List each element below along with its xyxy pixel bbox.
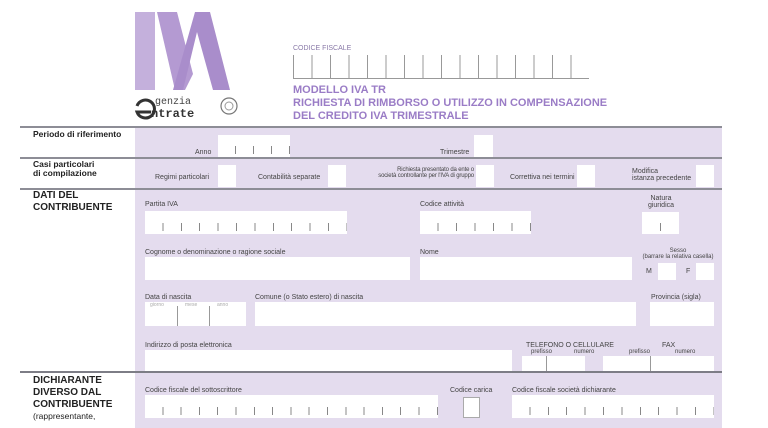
section-dichiarante-4: (rappresentante,: [33, 411, 96, 421]
divider: [20, 371, 722, 373]
anno-label: Anno: [195, 149, 212, 156]
svg-text:genzia: genzia: [155, 97, 192, 108]
trimestre-label: Trimestre: [440, 149, 470, 156]
codice-carica-input[interactable]: [463, 397, 480, 418]
section-dichiarante-3: CONTRIBUENTE: [33, 399, 113, 410]
section-dichiarante-2: DIVERSO DAL: [33, 387, 102, 398]
comune-input[interactable]: [255, 302, 636, 326]
section-casi-2: di compilazione: [33, 168, 97, 178]
fax-numero-label: numero: [675, 349, 696, 355]
email-input[interactable]: [145, 350, 512, 371]
nome-label: Nome: [420, 249, 439, 256]
m-label: M: [646, 268, 652, 275]
codice-attivita-input[interactable]: [420, 211, 531, 234]
provincia-input[interactable]: [650, 302, 714, 326]
richiesta-line2: società controllante per l'IVA di gruppo: [378, 173, 474, 180]
codice-carica-label: Codice carica: [450, 387, 493, 394]
telefono-label: TELEFONO O CELLULARE: [526, 342, 614, 349]
natura-giuridica-input[interactable]: [642, 212, 679, 234]
codice-fiscale-input[interactable]: [293, 55, 589, 79]
divider: [20, 188, 722, 190]
data-nascita-label: Data di nascita: [145, 294, 192, 301]
natura-line2: giuridica: [647, 202, 675, 210]
fax-prefisso-label: prefisso: [629, 349, 651, 355]
codice-attivita-label: Codice attività: [420, 201, 464, 208]
telefono-input[interactable]: [522, 356, 585, 371]
cognome-input[interactable]: [145, 257, 410, 280]
data-nascita-input[interactable]: [145, 302, 246, 326]
provincia-label: Provincia (sigla): [651, 294, 701, 301]
contabilita-label: Contabilità separate: [258, 174, 321, 181]
email-label: Indirizzo di posta elettronica: [145, 342, 232, 349]
form-title: MODELLO IVA TR: [293, 84, 386, 96]
regimi-label: Regimi particolari: [155, 174, 210, 181]
richiesta-label: [349, 167, 474, 180]
cf-societa-input[interactable]: [512, 395, 714, 418]
section-dichiarante: DICHIARANTE: [33, 375, 102, 386]
contabilita-input[interactable]: [328, 165, 346, 187]
divider: [20, 157, 722, 159]
cf-sottoscrittore-input[interactable]: [145, 395, 438, 418]
cf-societa-label: Codice fiscale società dichiarante: [512, 387, 616, 394]
telefono-prefisso-label: prefisso: [531, 349, 553, 355]
natura-line1: Natura: [650, 195, 672, 202]
iva-logo: [135, 12, 230, 90]
divider: [177, 306, 178, 326]
nome-input[interactable]: [420, 257, 632, 280]
natura-label: [640, 195, 682, 210]
sesso-m-checkbox[interactable]: [658, 263, 676, 280]
codice-fiscale-label: CODICE FISCALE: [293, 45, 352, 52]
cognome-label: Cognome o denominazione o ragione sociale: [145, 249, 286, 256]
giorno-label: giorno: [150, 302, 164, 308]
correttiva-label: Correttiva nei termini: [510, 174, 575, 181]
agenzia-entrate-logo: [133, 92, 238, 120]
modifica-line1: Modifica: [632, 168, 659, 175]
anno-input[interactable]: [218, 135, 290, 157]
cf-sottoscrittore-label: Codice fiscale del sottoscrittore: [145, 387, 242, 394]
sesso-f-checkbox[interactable]: [696, 263, 714, 280]
section-casi: Casi particolari: [33, 159, 95, 169]
comune-label: Comune (o Stato estero) di nascita: [255, 294, 364, 301]
correttiva-input[interactable]: [577, 165, 595, 187]
section-periodo: Periodo di riferimento: [33, 129, 122, 139]
section-contribuente: DATI DEL: [33, 190, 79, 201]
section-contribuente-2: CONTRIBUENTE: [33, 202, 113, 213]
divider: [209, 306, 210, 326]
divider: [20, 126, 722, 128]
sesso-hint: (barrare la relativa casella): [642, 254, 714, 261]
svg-text:ntrate: ntrate: [151, 107, 195, 120]
telefono-numero-label: numero: [574, 349, 595, 355]
form-subtitle: RICHIESTA DI RIMBORSO O UTILIZZO IN COMPENSAZIONE: [293, 97, 608, 109]
modifica-input[interactable]: [696, 165, 714, 187]
sesso-title: Sesso: [669, 248, 687, 254]
richiesta-line1: Richiesta presentato da ente o: [397, 167, 474, 173]
fax-input[interactable]: [603, 356, 714, 371]
partita-iva-input[interactable]: [145, 211, 347, 234]
trimestre-input[interactable]: [474, 135, 493, 157]
regimi-input[interactable]: [218, 165, 236, 187]
mese-label: mese: [185, 302, 198, 308]
richiesta-input[interactable]: [476, 165, 494, 187]
modifica-label: [632, 168, 691, 183]
sesso-label: [638, 248, 718, 261]
form-subtitle-2: DEL CREDITO IVA TRIMESTRALE: [293, 110, 469, 122]
fax-label: FAX: [662, 342, 676, 349]
modifica-line2: istanza precedente: [632, 175, 692, 183]
f-label: F: [686, 268, 691, 275]
anno-nascita-label: anno: [217, 302, 229, 308]
partita-iva-label: Partita IVA: [145, 201, 178, 208]
